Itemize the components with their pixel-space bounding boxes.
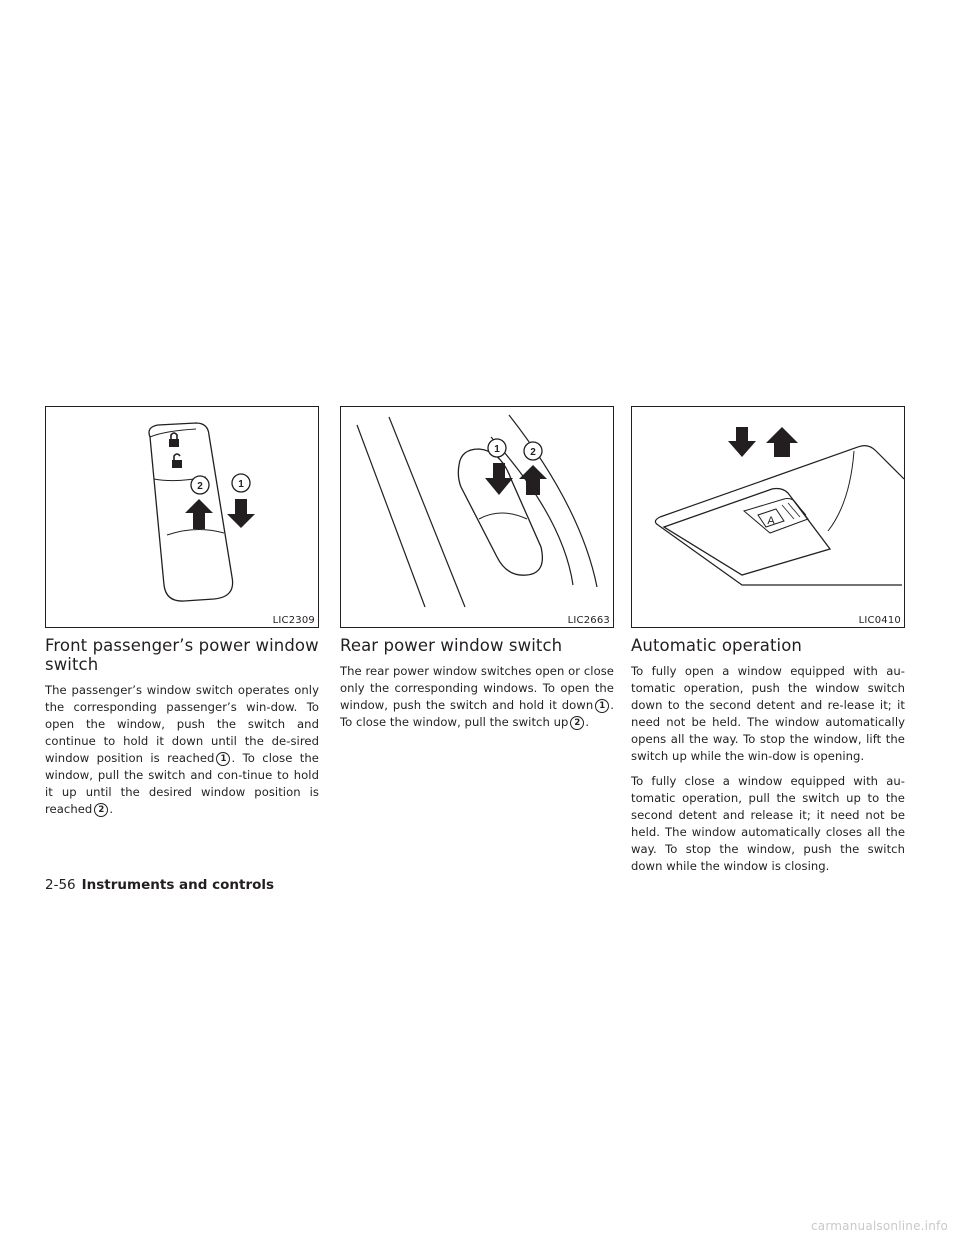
callout-1-label: 1 bbox=[494, 444, 500, 455]
column-automatic-operation bbox=[631, 406, 905, 875]
figure-rear-switch bbox=[340, 406, 614, 628]
callout-ref-2: 2 bbox=[570, 716, 584, 730]
callout-1 bbox=[488, 439, 506, 457]
up-arrow-icon bbox=[185, 499, 213, 529]
column-rear-window bbox=[340, 406, 614, 731]
section-heading: Automatic operation bbox=[631, 636, 802, 655]
callout-2-label: 2 bbox=[197, 481, 203, 492]
chapter-title: Instruments and controls bbox=[81, 877, 275, 893]
callout-2 bbox=[191, 476, 209, 494]
down-arrow-icon bbox=[728, 427, 756, 457]
rear-switch-illustration bbox=[341, 407, 613, 627]
down-arrow-icon bbox=[227, 499, 255, 528]
section-body: The rear power window switches open or close only the corresponding windows. To open the window, push the switch and hold it down 1 . To close the window, pull the switch up 2 . bbox=[340, 664, 614, 729]
up-arrow-icon bbox=[519, 465, 547, 495]
callout-ref-2: 2 bbox=[94, 803, 108, 817]
figure-automatic-switch bbox=[631, 406, 905, 628]
page-number: 2-56 bbox=[45, 877, 76, 893]
callout-1 bbox=[232, 474, 250, 492]
callout-ref-1: 1 bbox=[595, 699, 609, 713]
lock-icon bbox=[169, 433, 179, 447]
callout-2-label: 2 bbox=[530, 447, 536, 458]
up-arrow-icon bbox=[766, 427, 798, 457]
callout-2 bbox=[524, 442, 542, 460]
page-footer bbox=[45, 877, 274, 893]
svg-text:A: A bbox=[767, 515, 775, 527]
automatic-switch-illustration bbox=[632, 407, 904, 627]
figure-code: LIC2663 bbox=[567, 615, 610, 626]
callout-1-label: 1 bbox=[238, 479, 244, 490]
figure-code: LIC2309 bbox=[272, 615, 315, 626]
section-heading: Front passenger’s power window switch bbox=[45, 636, 319, 674]
figure-front-passenger-switch bbox=[45, 406, 319, 628]
front-switch-illustration bbox=[46, 407, 318, 627]
unlock-icon bbox=[172, 454, 182, 468]
section-body-1: To fully open a window equipped with au-tomatic operation, push the window switch down to the second detent and re-lease it; it need not be held. The window automatically opens all the way. To stop the window, lift the switch up while the win-dow is opening. bbox=[631, 664, 905, 763]
section-body-2: To fully close a window equipped with au-tomatic operation, pull the switch up to the second detent and release it; it need not be held. The window automatically closes all the way. To stop the window, push the switch down while the window is closing. bbox=[631, 774, 905, 873]
column-front-passenger bbox=[45, 406, 319, 818]
watermark: carmanualsonline.info bbox=[811, 1219, 948, 1233]
section-heading: Rear power window switch bbox=[340, 636, 563, 655]
section-body: The passenger’s window switch operates only the corresponding passenger’s win-dow. To open the window, push the switch and continue to hold it down until the de-sired window position is reached 1 . To close the window, pull the switch and con-tinue to hold it up until the desired window position is reached 2 . bbox=[45, 683, 319, 816]
callout-ref-1: 1 bbox=[216, 752, 230, 766]
down-arrow-icon bbox=[485, 463, 513, 495]
figure-code: LIC0410 bbox=[858, 615, 901, 626]
